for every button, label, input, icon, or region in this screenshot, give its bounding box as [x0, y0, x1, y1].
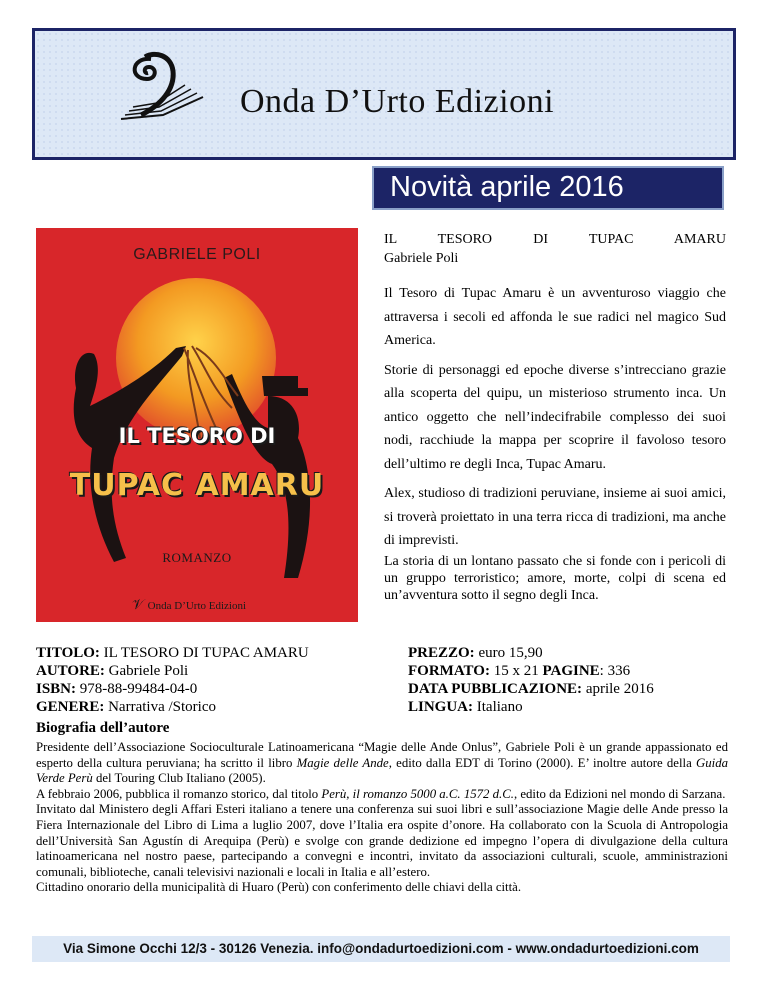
- bio-title: Biografia dell’autore: [36, 720, 170, 736]
- cover-logo-icon: 𝒱: [132, 598, 144, 613]
- release-banner-label: Novità aprile 2016: [390, 171, 624, 203]
- contact-info: Via Simone Occhi 12/3 - 30126 Venezia. info@ondadurtoedizioni.com - www.ondadurtoedizioni.com: [63, 941, 699, 956]
- detail-author: AUTORE: Gabriele Poli: [36, 663, 189, 679]
- bio-paragraph: Cittadino onorario della municipalità di Huaro (Perù) con conferimento delle chiavi della città.: [36, 880, 522, 895]
- description-book-title: IL TESORO DI TUPAC AMARU: [384, 232, 726, 247]
- cover-publisher: [132, 598, 246, 614]
- cover-title-line1: IL TESORO DI: [118, 424, 276, 448]
- cover-publisher-name: Onda D’Urto Edizioni: [147, 600, 247, 612]
- bio-paragraph: A febbraio 2006, pubblica il romanzo storico, dal titolo Perù, il romanzo 5000 a.C. 1572 d.C., edito da Edizioni nel mondo di Sarzana.: [36, 786, 726, 801]
- detail-isbn: ISBN: 978-88-99484-04-0: [36, 681, 198, 697]
- book-details-left: [36, 644, 309, 716]
- publisher-logo-icon: [111, 49, 211, 129]
- bio-paragraph: Presidente dell’Associazione Socioculturale Latinoamericana “Magie delle Ande Onlus”, Gabriele Poli è un grande appassionato ed esperto della cultura peruviana; ha scritto il libro Magie delle Ande, edito dalla EDT di Torino (2000). E’ inoltre autore della Guida Verde Perù del Touring Club Italiano (2005).: [36, 740, 729, 786]
- book-cover: [36, 228, 358, 622]
- publisher-header: [32, 28, 736, 160]
- description-closing: La storia di un lontano passato che si fonde con i pericoli di un gruppo terroristico; amore, morte, colpi di scena ed un’avventura sotto il segno degli Inca.: [384, 553, 726, 603]
- cover-author: GABRIELE POLI: [133, 246, 261, 263]
- publisher-name: Onda D’Urto Edizioni: [240, 83, 555, 120]
- author-biography: [36, 740, 728, 896]
- detail-price: PREZZO: euro 15,90: [408, 645, 543, 661]
- release-banner: [372, 166, 724, 210]
- detail-genre: GENERE: Narrativa /Storico: [36, 699, 216, 715]
- book-description: [384, 230, 726, 604]
- cover-genre: ROMANZO: [162, 550, 232, 565]
- book-details-right: [408, 644, 654, 716]
- contact-footer: [32, 936, 730, 962]
- detail-language: LINGUA: Italiano: [408, 699, 523, 715]
- detail-format: FORMATO: 15 x 21 PAGINE: 336: [408, 663, 631, 679]
- description-paragraph: Il Tesoro di Tupac Amaru è un avventuroso viaggio che attraversa i secoli ed affonda le sue radici nel magico Sud America.: [384, 286, 726, 348]
- description-book-author: Gabriele Poli: [384, 251, 459, 266]
- description-paragraph: Alex, studioso di tradizioni peruviane, insieme ai suoi amici, si troverà proiettato in una terra ricca di tradizioni, ma anche di imprevisti.: [384, 486, 726, 548]
- description-paragraph: Storie di personaggi ed epoche diverse s’intrecciano grazie alla scoperta del quipu, un misterioso strumento inca. Un antico oggetto che nell’indecifrabile complesso dei suoi nodi, racchiude la mappa per scoprire il favoloso tesoro dell’ultimo re degli Inca, Tupac Amaru.: [384, 362, 726, 472]
- detail-publication-date: DATA PUBBLICAZIONE: aprile 2016: [408, 681, 654, 697]
- bio-paragraph: Invitato dal Ministero degli Affari Esteri italiano a tenere una conferenza sui suoi libri e sull’associazione Magie delle Ande presso la Fiera Internazionale del Libro di Lima a luglio 2007, dove l’Italia era ospite d’onore. Ha collaborato con la Scuola di Antropologia dell’Università San Agustín di Arequipa (Perù) e svolge con grande dedizione ed impegno l’opera di divulgazione della cultura latinoamericana nel nostro paese, partecipando a convegni e incontri, invitato da associazioni culturali, scuole, amministrazioni comunali, biblioteche, canali televisivi nazionali e locali in Italia e all’estero.: [36, 802, 728, 879]
- detail-title: TITOLO: IL TESORO DI TUPAC AMARU: [36, 645, 309, 661]
- cover-title-line2: TUPAC AMARU: [69, 468, 325, 503]
